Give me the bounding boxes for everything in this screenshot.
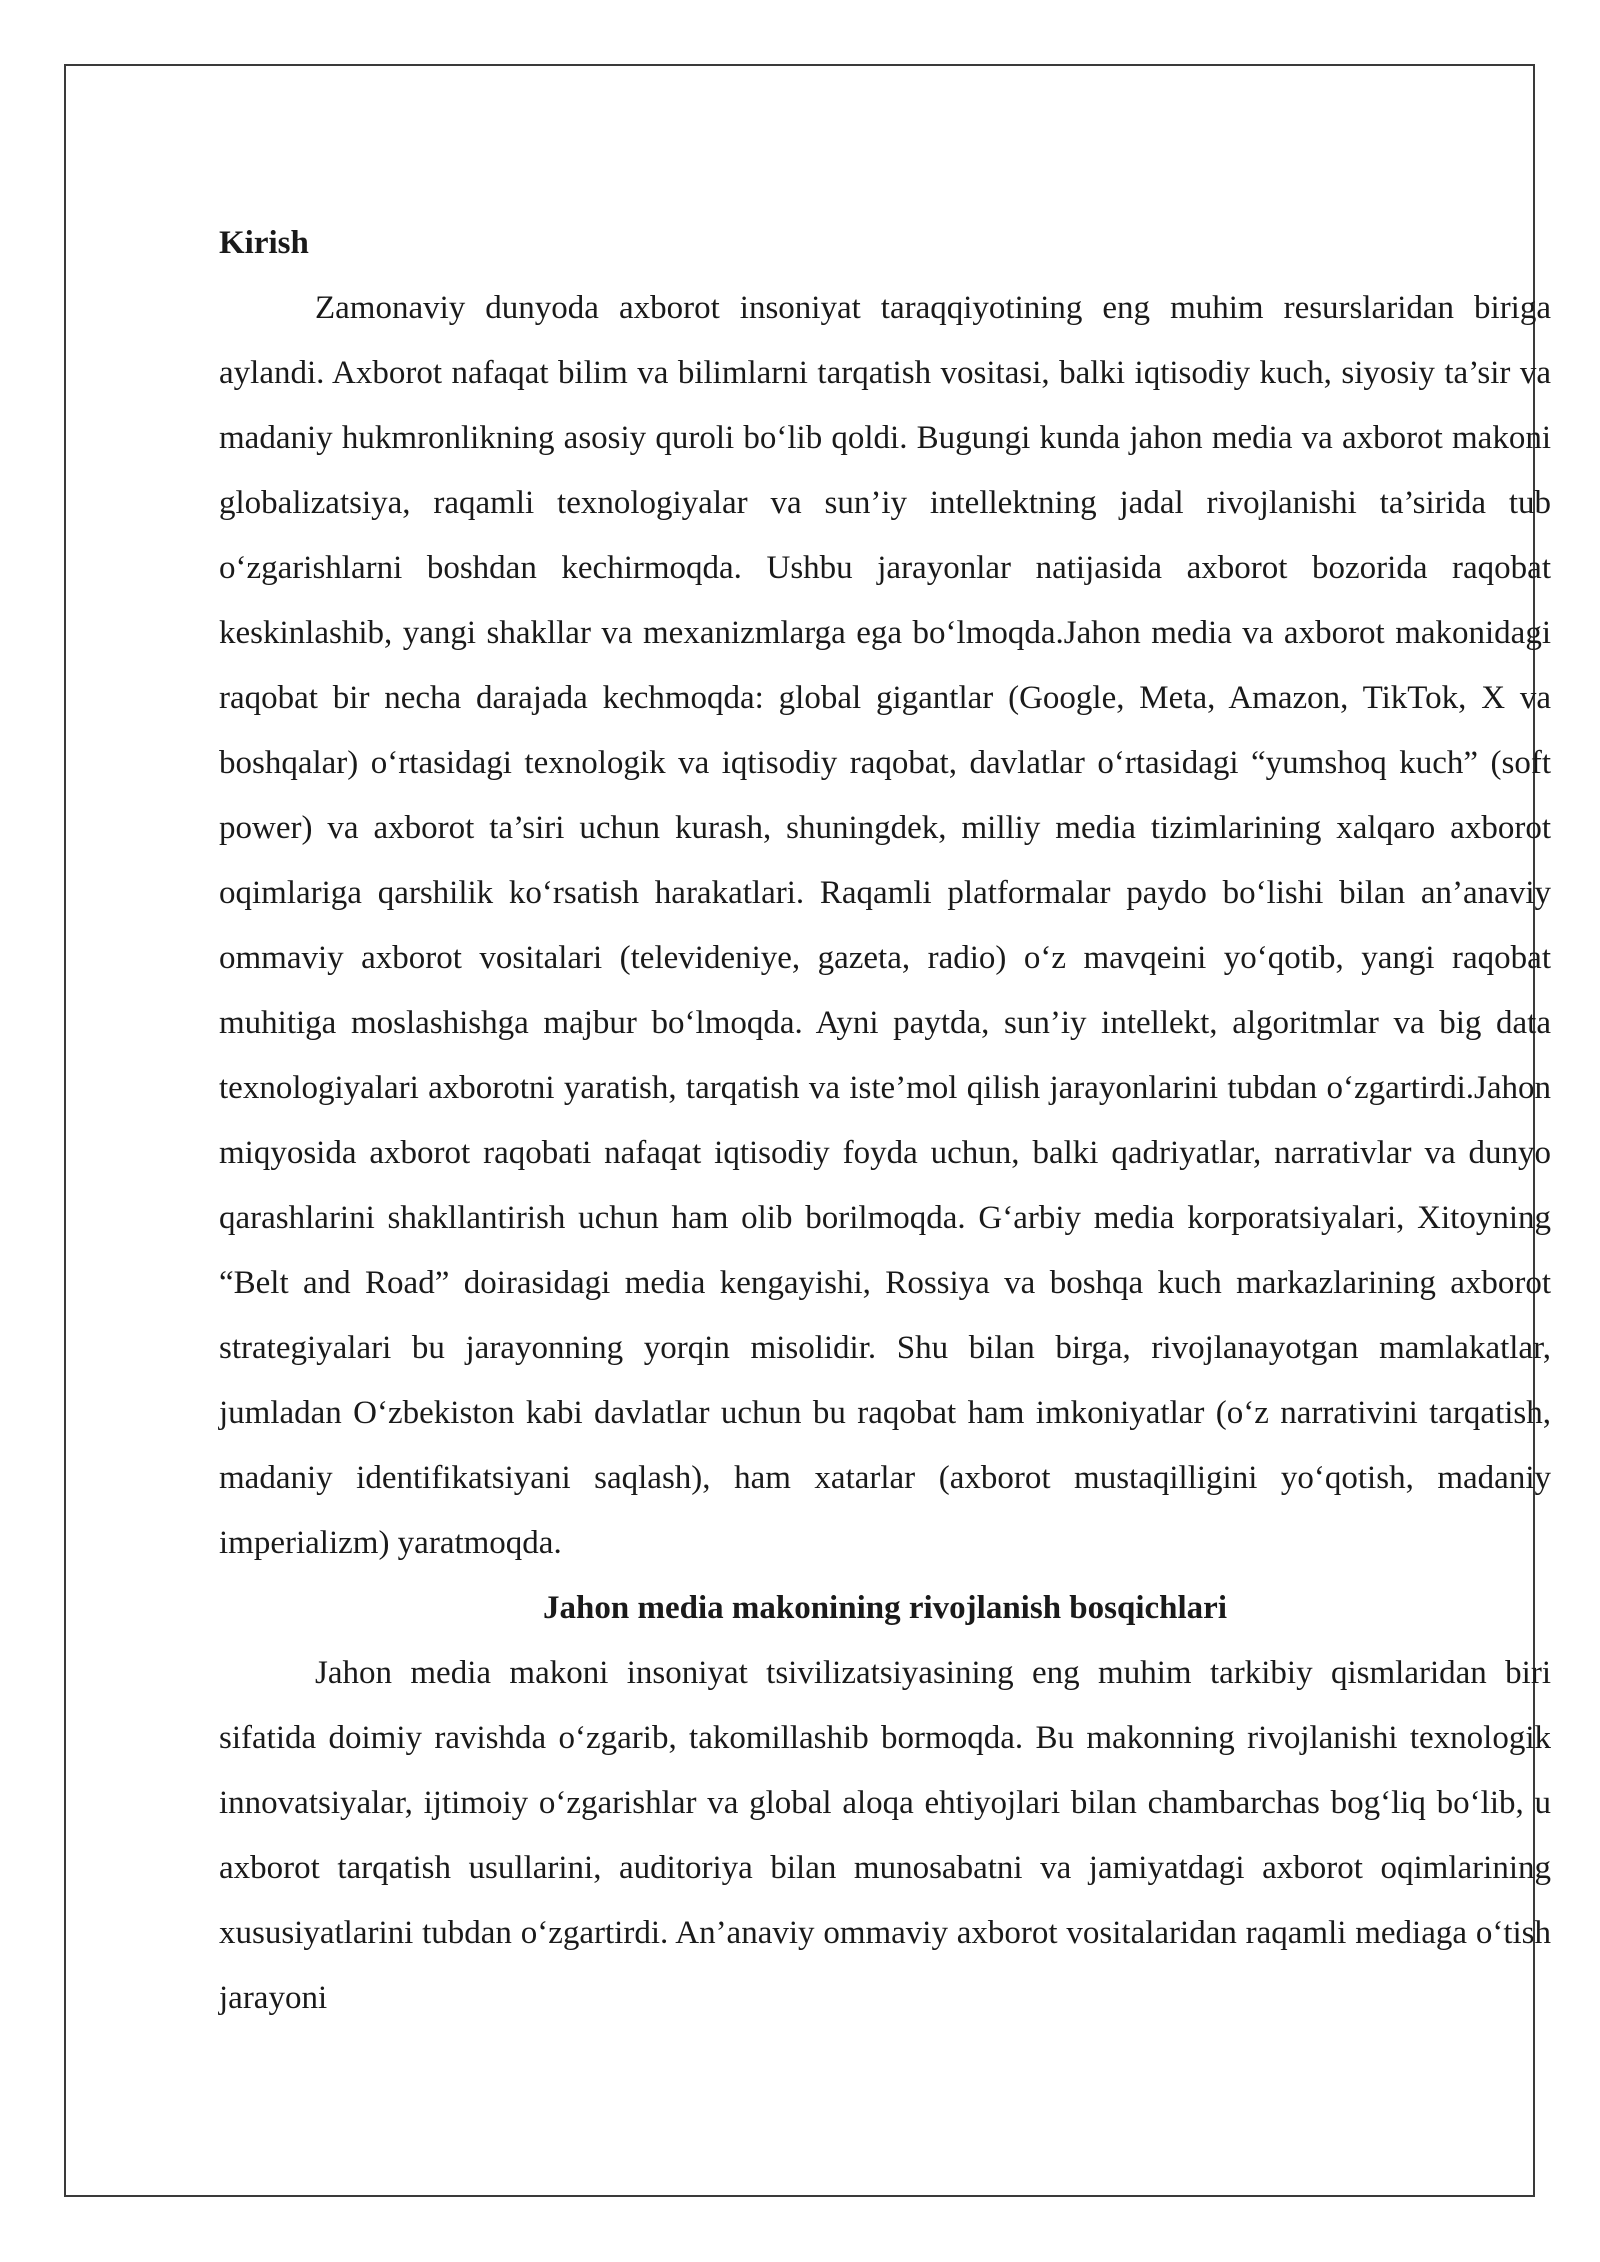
- paragraph-stages: Jahon media makoni insoniyat tsivilizatsiyasining eng muhim tarkibiy qismlaridan biri sifatida doimiy ravishda o‘zgarib, takomillashib bormoqda. Bu makonning rivojlanishi texnologik innovatsiyalar, ijtimoiy o‘zgarishlar va global aloqa ehtiyojlari bilan chambarchas bog‘liq bo‘lib, u axborot tarqatish usullarini, auditoriya bilan munosabatni va jamiyatdagi axborot oqimlarining xususiyatlarini tubdan o‘zgartirdi. An’anaviy ommaviy axborot vositalaridan raqamli mediaga o‘tish jarayoni: [219, 1655, 1551, 2016]
- page-content: [219, 211, 1551, 2031]
- section-heading-stages: Jahon media makonining rivojlanish bosqichlari: [543, 1590, 1227, 1626]
- paragraph-intro: Zamonaviy dunyoda axborot insoniyat taraqqiyotining eng muhim resurslaridan biriga aylandi. Axborot nafaqat bilim va bilimlarni tarqatish vositasi, balki iqtisodiy kuch, siyosiy ta’sir va madaniy hukmronlikning asosiy quroli bo‘lib qoldi. Bugungi kunda jahon media va axborot makoni globalizatsiya, raqamli texnologiyalar va sun’iy intellektning jadal rivojlanishi ta’sirida tub o‘zgarishlarni boshdan kechirmoqda. Ushbu jarayonlar natijasida axborot bozorida raqobat keskinlashib, yangi shakllar va mexanizmlarga ega bo‘lmoqda.Jahon media va axborot makonidagi raqobat bir necha darajada kechmoqda: global gigantlar (Google, Meta, Amazon, TikTok, X va boshqalar) o‘rtasidagi texnologik va iqtisodiy raqobat, davlatlar o‘rtasidagi “yumshoq kuch” (soft power) va axborot ta’siri uchun kurash, shuningdek, milliy media tizimlarining xalqaro axborot oqimlariga qarshilik ko‘rsatish harakatlari. Raqamli platformalar paydo bo‘lishi bilan an’anaviy ommaviy axborot vositalari (televideniye, gazeta, radio) o‘z mavqeini yo‘qotib, yangi raqobat muhitiga moslashishga majbur bo‘lmoqda. Ayni paytda, sun’iy intellekt, algoritmlar va big data texnologiyalari axborotni yaratish, tarqatish va iste’mol qilish jarayonlarini tubdan o‘zgartirdi.Jahon miqyosida axborot raqobati nafaqat iqtisodiy foyda uchun, balki qadriyatlar, narrativlar va dunyo qarashlarini shakllantirish uchun ham olib borilmoqda. G‘arbiy media korporatsiyalari, Xitoyning “Belt and Road” doirasidagi media kengayishi, Rossiya va boshqa kuch markazlarining axborot strategiyalari bu jarayonning yorqin misolidir. Shu bilan birga, rivojlanayotgan mamlakatlar, jumladan O‘zbekiston kabi davlatlar uchun bu raqobat ham imkoniyatlar (o‘z narrativini tarqatish, madaniy identifikatsiyani saqlash), ham xatarlar (axborot mustaqilligini yo‘qotish, madaniy imperializm) yaratmoqda.: [219, 290, 1551, 1561]
- section-heading-intro: Kirish: [219, 225, 309, 261]
- document-page: [64, 64, 1551, 2197]
